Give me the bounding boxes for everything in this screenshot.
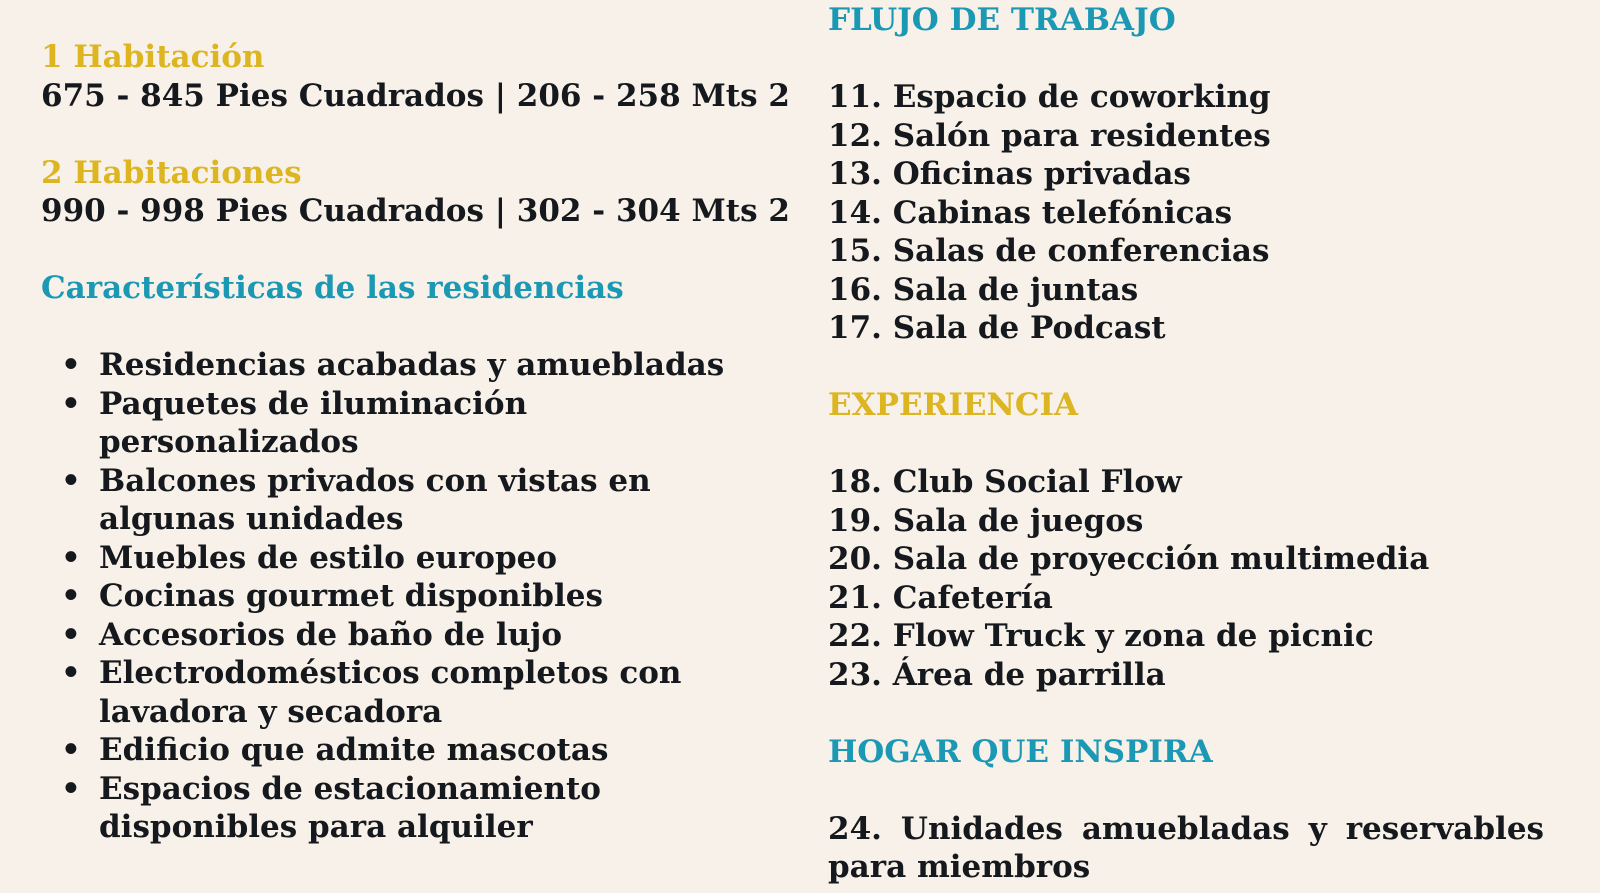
feature-item: • Edificio que admite mascotas	[41, 731, 739, 770]
left-column	[41, 38, 790, 847]
unit2-size: 990 - 998 Pies Cuadrados | 302 - 304 Mts 2	[41, 193, 790, 229]
feature-item: • Muebles de estilo europeo	[41, 539, 739, 578]
features-heading: Características de las residencias	[41, 270, 624, 306]
right-column	[828, 1, 1544, 887]
feature-item: • Balcones privados con vistas en algunas unidades	[41, 462, 739, 539]
experience-item: 19. Sala de juegos	[828, 502, 1144, 539]
experience-item: 18. Club Social Flow	[828, 464, 1182, 500]
unit1-size: 675 - 845 Pies Cuadrados | 206 - 258 Mts 2	[41, 77, 790, 114]
experience-item: 21. Cafetería	[828, 579, 1053, 616]
workflow-heading: FLUJO DE TRABAJO	[828, 2, 1176, 38]
workflow-list	[828, 78, 1544, 348]
unit1-title: 1 Habitación	[41, 39, 265, 75]
spacer	[828, 771, 1544, 810]
experience-item: 23. Área de parrilla	[828, 656, 1166, 693]
feature-item: • Accesorios de baño de lujo	[41, 616, 739, 655]
home-item: 24. Unidades amuebladas y reservables para miembros	[828, 810, 1544, 885]
spacer	[41, 308, 761, 347]
experience-list	[828, 463, 1544, 694]
spacer	[828, 348, 1544, 387]
spacer	[828, 40, 1544, 79]
spacer	[828, 425, 1544, 464]
workflow-item: 11. Espacio de coworking	[828, 79, 1271, 115]
experience-item: 20. Sala de proyección multimedia	[828, 541, 1430, 577]
experience-heading: EXPERIENCIA	[828, 387, 1079, 423]
home-heading: HOGAR QUE INSPIRA	[828, 733, 1213, 770]
spacer	[41, 231, 761, 270]
workflow-item: 15. Salas de conferencias	[828, 233, 1270, 269]
workflow-item: 14. Cabinas telefónicas	[828, 194, 1233, 231]
feature-item: • Electrodomésticos completos con lavadora y secadora	[41, 654, 739, 731]
spacer	[828, 694, 1544, 733]
feature-item: • Espacios de estacionamiento disponibles para alquiler	[41, 770, 739, 847]
feature-item: • Paquetes de iluminación personalizados	[41, 385, 739, 462]
features-list	[41, 346, 761, 847]
experience-item: 22. Flow Truck y zona de picnic	[828, 618, 1374, 654]
workflow-item: 13. Oficinas privadas	[828, 156, 1191, 192]
workflow-item: 17. Sala de Podcast	[828, 310, 1166, 346]
spacer	[41, 115, 761, 154]
workflow-item: 12. Salón para residentes	[828, 117, 1271, 154]
feature-item: • Residencias acabadas y amuebladas	[41, 346, 739, 385]
workflow-item: 16. Sala de juntas	[828, 271, 1139, 308]
feature-item: • Cocinas gourmet disponibles	[41, 577, 739, 616]
unit2-title: 2 Habitaciones	[41, 154, 302, 191]
